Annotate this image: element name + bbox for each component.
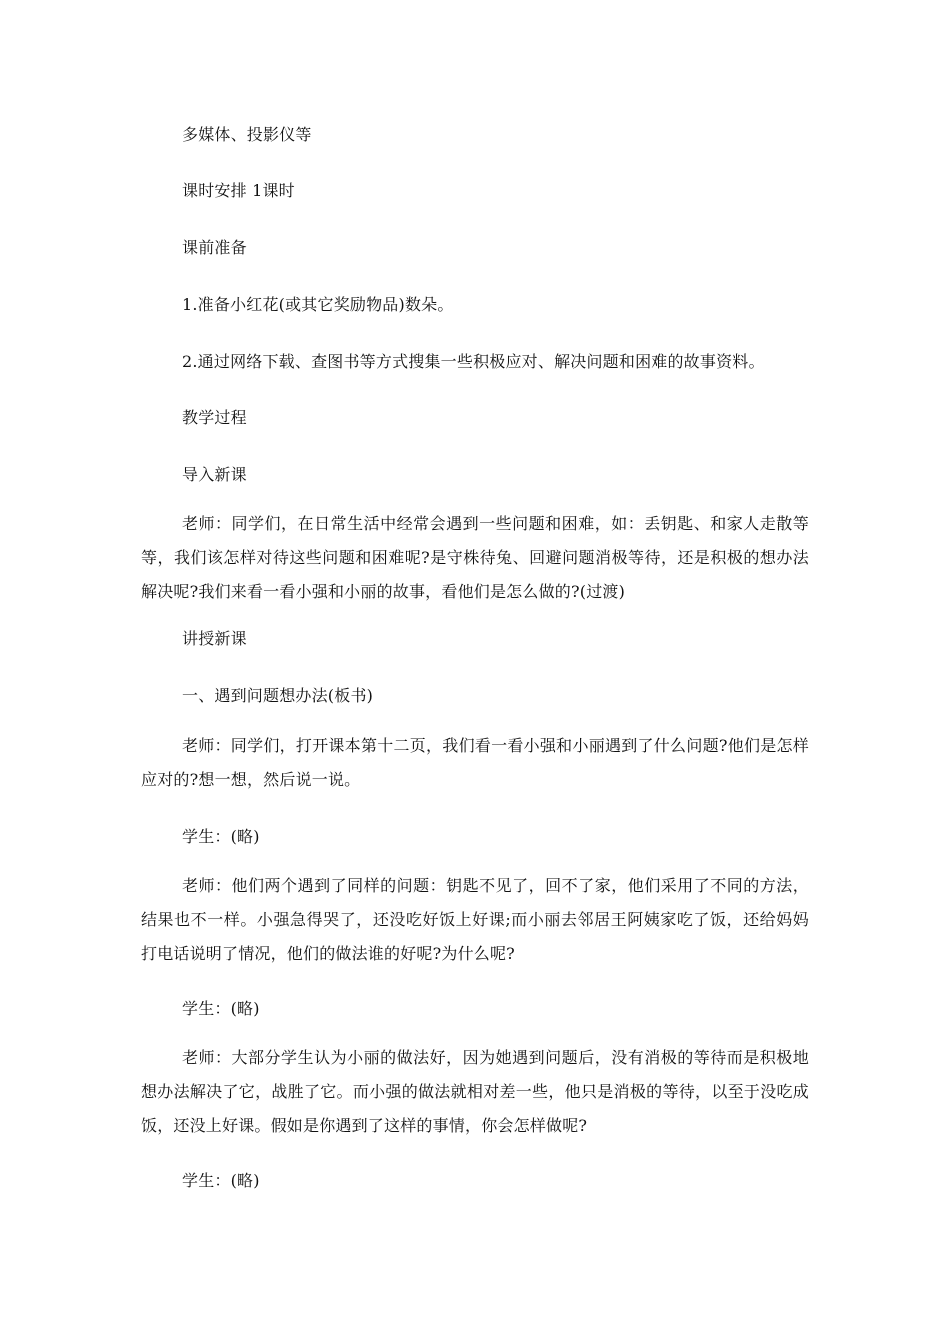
- heading-preparation: 课前准备: [182, 238, 247, 257]
- heading-section-one: 一、遇到问题想办法(板书): [182, 686, 374, 705]
- paragraph-teacher-question: 老师：同学们，打开课本第十二页，我们看一看小强和小丽遇到了什么问题?他们是怎样应对的?想一想，然后说一说。: [141, 736, 809, 789]
- paragraph-teacher-summary: 老师：大部分学生认为小丽的做法好，因为她遇到问题后，没有消极的等待而是积极地想办法解决了它，战胜了它。而小强的做法就相对差一些，他只是消极的等待，以至于没吃成饭，还没上好课。假如是你遇到了这样的事情，你会怎样做呢?: [141, 1048, 809, 1135]
- paragraph-student-answer-3: 学生：(略): [182, 1171, 260, 1190]
- paragraph-schedule: 课时安排 1课时: [182, 181, 295, 200]
- heading-new-lesson: 讲授新课: [182, 629, 247, 648]
- paragraph-student-answer-2: 学生：(略): [182, 999, 260, 1018]
- paragraph-prep-item-2: 2.通过网络下载、查图书等方式搜集一些积极应对、解决问题和困难的故事资料。: [182, 352, 765, 371]
- paragraph-student-answer-1: 学生：(略): [182, 827, 260, 846]
- paragraph-prep-item-1: 1.准备小红花(或其它奖励物品)数朵。: [182, 295, 454, 314]
- paragraph-teacher-comparison: 老师：他们两个遇到了同样的问题：钥匙不见了，回不了家，他们采用了不同的方法，结果也不一样。小强急得哭了，还没吃好饭上好课;而小丽去邻居王阿姨家吃了饭，还给妈妈打电话说明了情况，他们的做法谁的好呢?为什么呢?: [141, 876, 809, 963]
- heading-introduction: 导入新课: [182, 465, 247, 484]
- paragraph-teacher-intro: 老师：同学们，在日常生活中经常会遇到一些问题和困难，如：丢钥匙、和家人走散等等，我们该怎样对待这些问题和困难呢?是守株待兔、回避问题消极等待，还是积极的想办法解决呢?我们来看一看小强和小丽的故事，看他们是怎么做的?(过渡): [141, 514, 809, 601]
- heading-teaching-process: 教学过程: [182, 408, 247, 427]
- paragraph-materials: 多媒体、投影仪等: [182, 125, 312, 144]
